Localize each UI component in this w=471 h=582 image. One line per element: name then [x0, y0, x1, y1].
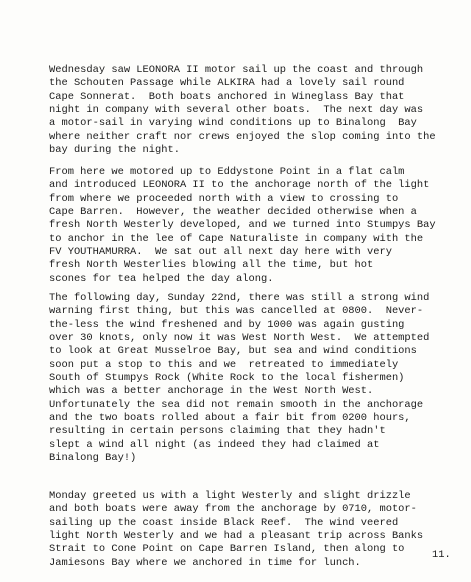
text-line: scones for tea helped the day along. [49, 272, 274, 285]
paragraph-3 [49, 292, 429, 465]
text-line: the Schouten Passage while ALKIRA had a lovely sail round [49, 77, 405, 90]
text-line: to anchor in the lee of Cape Naturaliste in company with the [49, 232, 424, 245]
text-line: The following day, Sunday 22nd, there was still a strong wind [49, 292, 430, 304]
text-line: slept a wind all night (as indeed they had claimed at [49, 438, 380, 451]
text-line: where neither craft nor crews enjoyed the slop coming into the [49, 130, 436, 143]
text-line: Cape Barren. However, the weather decided otherwise when a [49, 206, 417, 219]
text-line: Cape Sonnerat. Both boats anchored in Wineglass Bay that [49, 90, 405, 103]
text-line: Unfortunately the sea did not remain smooth in the anchorage [49, 398, 424, 411]
text-line: Binalong Bay!) [49, 452, 137, 465]
text-line: Monday greeted us with a light Westerly and slight drizzle [49, 490, 411, 502]
text-line: to look at Great Musselroe Bay, but sea and wind conditions [49, 345, 417, 358]
text-line: warning first thing, but this was cancelled at 0800. Never- [49, 305, 424, 318]
paragraph-1 [49, 64, 436, 157]
text-line: South of Stumpys Rock (White Rock to the local fishermen) [49, 372, 405, 385]
text-line: over 30 knots, only now it was West North West. We attempted [49, 332, 430, 345]
paragraph-4 [49, 490, 423, 570]
text-line: from where we proceeded north with a view to crossing to [49, 192, 399, 205]
text-line: resulting in certain persons claiming that they hadn't [49, 425, 386, 438]
text-line: which was a better anchorage in the West North West. [49, 385, 374, 398]
text-line: Jamiesons Bay where we anchored in time for lunch. [49, 556, 361, 569]
paragraph-2 [49, 166, 436, 286]
text-line: and the two boats rolled about a fair bit from 0200 hours, [49, 412, 411, 425]
text-line: soon put a stop to this and we retreated to immediately [49, 358, 399, 371]
text-line: From here we motored up to Eddystone Point in a flat calm [49, 166, 405, 178]
text-line: the-less the wind freshened and by 1000 was again gusting [49, 318, 405, 331]
text-line: night in company with several other boats. The next day was [49, 104, 424, 117]
text-line: fresh North Westerly developed, and we turned into Stumpys Bay [49, 219, 436, 232]
page-number: 11. [432, 549, 451, 561]
text-line: and introduced LEONORA II to the anchorage north of the light [49, 179, 430, 192]
text-line: FV YOUTHAMURRA. We sat out all next day here with very [49, 246, 392, 259]
text-line: and both boats were away from the anchorage by 0710, motor- [49, 503, 417, 516]
text-line: fresh North Westerlies blowing all the time, but hot [49, 259, 374, 272]
text-line: Wednesday saw LEONORA II motor sail up the coast and through [49, 64, 424, 76]
text-line: Strait to Cone Point on Cape Barren Island, then along to [49, 543, 405, 556]
text-line: a motor-sail in varying wind conditions up to Binalong Bay [49, 117, 417, 130]
text-line: bay during the night. [49, 144, 180, 157]
text-line: sailing up the coast inside Black Reef. The wind veered [49, 516, 399, 529]
text-line: light North Westerly and we had a pleasant trip across Banks [49, 530, 424, 543]
